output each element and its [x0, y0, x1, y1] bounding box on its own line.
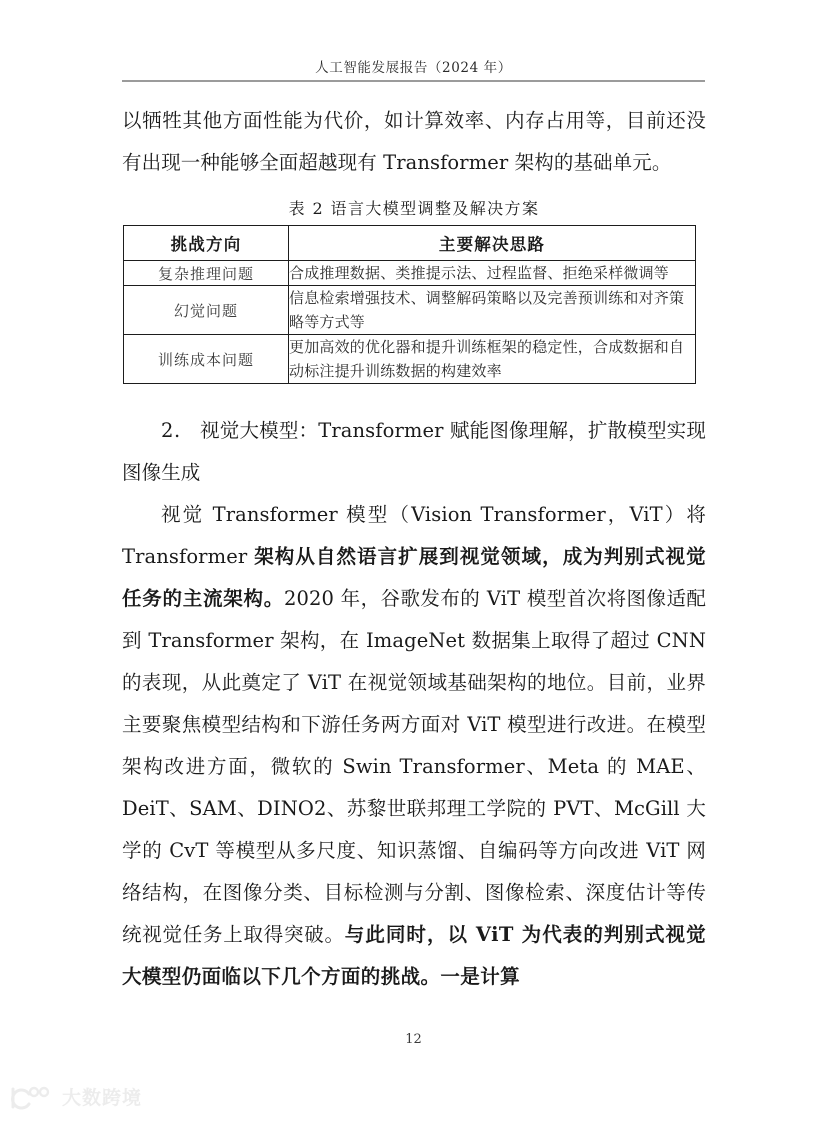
table-cell-solution: 合成推理数据、类推提示法、过程监督、拒绝采样微调等 [289, 261, 696, 286]
section-heading [122, 410, 706, 494]
watermark [10, 1086, 142, 1110]
page-content [122, 100, 706, 998]
table-row [124, 335, 696, 384]
vision-text-bold-2: 与此同时，以 ViT 为代表的判别式视觉大模型仍面临以下几个方面的挑战。一是计算 [122, 923, 706, 988]
running-header-title: 人工智能发展报告（2024 年） [315, 60, 512, 76]
watermark-logo-icon [10, 1086, 56, 1110]
table-caption: 表 2 语言大模型调整及解决方案 [288, 199, 540, 218]
vision-text-bold-1: 架构从自然语言扩展到视觉领域，成为判别式视觉任务的主流架构。 [122, 545, 706, 610]
table-row [124, 261, 696, 286]
header-divider-rule [122, 80, 705, 82]
intro-paragraph: 以牺牲其他方面性能为代价，如计算效率、内存占用等，目前还没有出现一种能够全面超越现有 Transformer 架构的基础单元。 [122, 109, 706, 174]
table-column-header-challenge: 挑战方向 [124, 226, 289, 261]
table-cell-category: 训练成本问题 [124, 335, 289, 384]
table-cell-solution: 信息检索增强技术、调整解码策略以及完善预训练和对齐策略等方式等 [289, 286, 696, 335]
table-cell-category: 幻觉问题 [124, 286, 289, 335]
table-cell-category: 复杂推理问题 [124, 261, 289, 286]
table-row [124, 286, 696, 335]
vision-text-part-2: 2020 年，谷歌发布的 ViT 模型首次将图像适配到 Transformer 架构，在 ImageNet 数据集上取得了超过 CNN 的表现，从此奠定了 ViT 在视觉领域基础架构的地位。目前，业界主要聚焦模型结构和下游任务两方面对 ViT 模型进行改进。在模型架构改进方面，微软的 Swin Transformer、Meta 的 MAE、DeiT、SAM、DINO2、苏黎世联邦理工学院的 PVT、McGill 大学的 CvT 等模型从多尺度、知识蒸馏、自编码等方向改进 ViT 网络结构，在图像分类、目标检测与分割、图像检索、深度估计等传统视觉任务上取得突破。 [122, 587, 706, 946]
table-column-header-solution: 主要解决思路 [289, 226, 696, 261]
vision-text-part-1: 视觉 Transformer 模型（Vision Transformer，ViT）将 Transformer [122, 503, 706, 568]
solutions-table [123, 225, 696, 384]
page-number: 12 [405, 1032, 422, 1047]
table-cell-solution: 更加高效的优化器和提升训练框架的稳定性，合成数据和自动标注提升训练数据的构建效率 [289, 335, 696, 384]
vision-paragraph [122, 494, 706, 998]
watermark-label: 大数跨境 [62, 1087, 143, 1109]
table-header-row [124, 226, 696, 261]
section-number: 2. [161, 419, 181, 442]
section-title: 视觉大模型：Transformer 赋能图像理解，扩散模型实现图像生成 [122, 419, 706, 484]
